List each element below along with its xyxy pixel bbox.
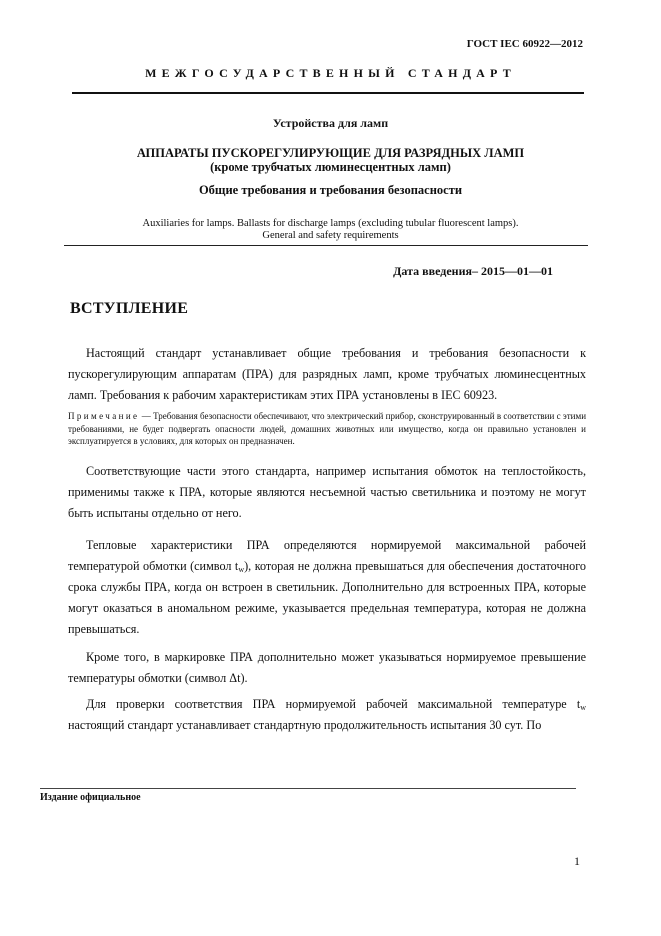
note-text: Требования безопасности обеспечивают, что электрический прибор, сконструированный в соответствии с этими требованиями, не будет подвергать опасности людей, домашних животных или имущество, когда он правильно установлен и эксплуатируется в условиях, для которых он предназначен. bbox=[68, 411, 587, 446]
paragraph-verification bbox=[68, 694, 586, 736]
english-title-line1: Auxiliaries for lamps. Ballasts for discharge lamps (excluding tubular fluorescent lamps). bbox=[142, 218, 519, 229]
footer-divider bbox=[40, 788, 576, 789]
paragraph-applicable-parts: Соответствующие части этого стандарта, например испытания обмоток на теплостойкость, применимы также к ПРА, которые являются несъемной частью светильника и поэтому не могут быть испытаны отдельно от него. bbox=[68, 464, 586, 520]
standard-number: ГОСТ IEC 60922—2012 bbox=[466, 38, 583, 50]
english-title-line2: General and safety requirements bbox=[262, 230, 399, 241]
p3-subscript: w bbox=[238, 565, 245, 574]
top-divider bbox=[72, 92, 584, 94]
note-label: Примечание bbox=[68, 411, 140, 421]
introduction-date-value: 2015—01—01 bbox=[481, 264, 553, 278]
title-divider bbox=[64, 245, 588, 246]
page-number: 1 bbox=[574, 854, 580, 868]
document-title-line1: АППАРАТЫ ПУСКОРЕГУЛИРУЮЩИЕ ДЛЯ РАЗРЯДНЫХ ЛАМП bbox=[136, 146, 525, 160]
note bbox=[68, 410, 586, 448]
document-subtitle: Устройства для ламп bbox=[272, 116, 389, 130]
introduction-date-label: Дата введения bbox=[393, 264, 472, 278]
note-dash: — bbox=[139, 411, 154, 421]
introduction-date-dash: – bbox=[472, 264, 478, 278]
document-title-general: Общие требования и требования безопасности bbox=[198, 183, 463, 197]
p3-text-b: ), которая не должна превышаться для обеспечения достаточного срока службы ПРА, когда он встроен в светильник. Дополнительно для встроенных ПРА, которые могут оказаться в аномальном режиме, указывается предельная температура, которая не должна превышаться. bbox=[68, 559, 586, 636]
p3-text-a: Тепловые характеристики ПРА определяются нормируемой максимальной рабочей температурой обмотки (символ t bbox=[68, 538, 586, 573]
interstate-standard-heading: МЕЖГОСУДАРСТВЕННЫЙ СТАНДАРТ bbox=[145, 66, 516, 80]
paragraph-scope: Настоящий стандарт устанавливает общие требования и требования безопасности к пускорегулирующим аппаратам (ПРА) для разрядных ламп, кроме трубчатых люминесцентных ламп. Требования к рабочим характеристикам этих ПРА установлены в IEC 60923. bbox=[68, 346, 586, 402]
p5-subscript: w bbox=[580, 703, 586, 712]
document-title-line2: (кроме трубчатых люминесцентных ламп) bbox=[210, 160, 451, 174]
p5-text-b: настоящий стандарт устанавливает стандартную продолжительность испытания 30 сут. По bbox=[68, 718, 542, 732]
introduction-date bbox=[393, 264, 553, 279]
paragraph-marking: Кроме того, в маркировке ПРА дополнительно может указываться нормируемое превышение температуры обмотки (символ Δt). bbox=[68, 650, 586, 685]
official-edition-label: Издание официальное bbox=[40, 792, 141, 803]
section-heading: ВСТУПЛЕНИЕ bbox=[70, 300, 189, 317]
paragraph-thermal-characteristics bbox=[68, 535, 586, 640]
p5-text-a: Для проверки соответствия ПРА нормируемой рабочей максимальной температуре t bbox=[86, 697, 581, 711]
